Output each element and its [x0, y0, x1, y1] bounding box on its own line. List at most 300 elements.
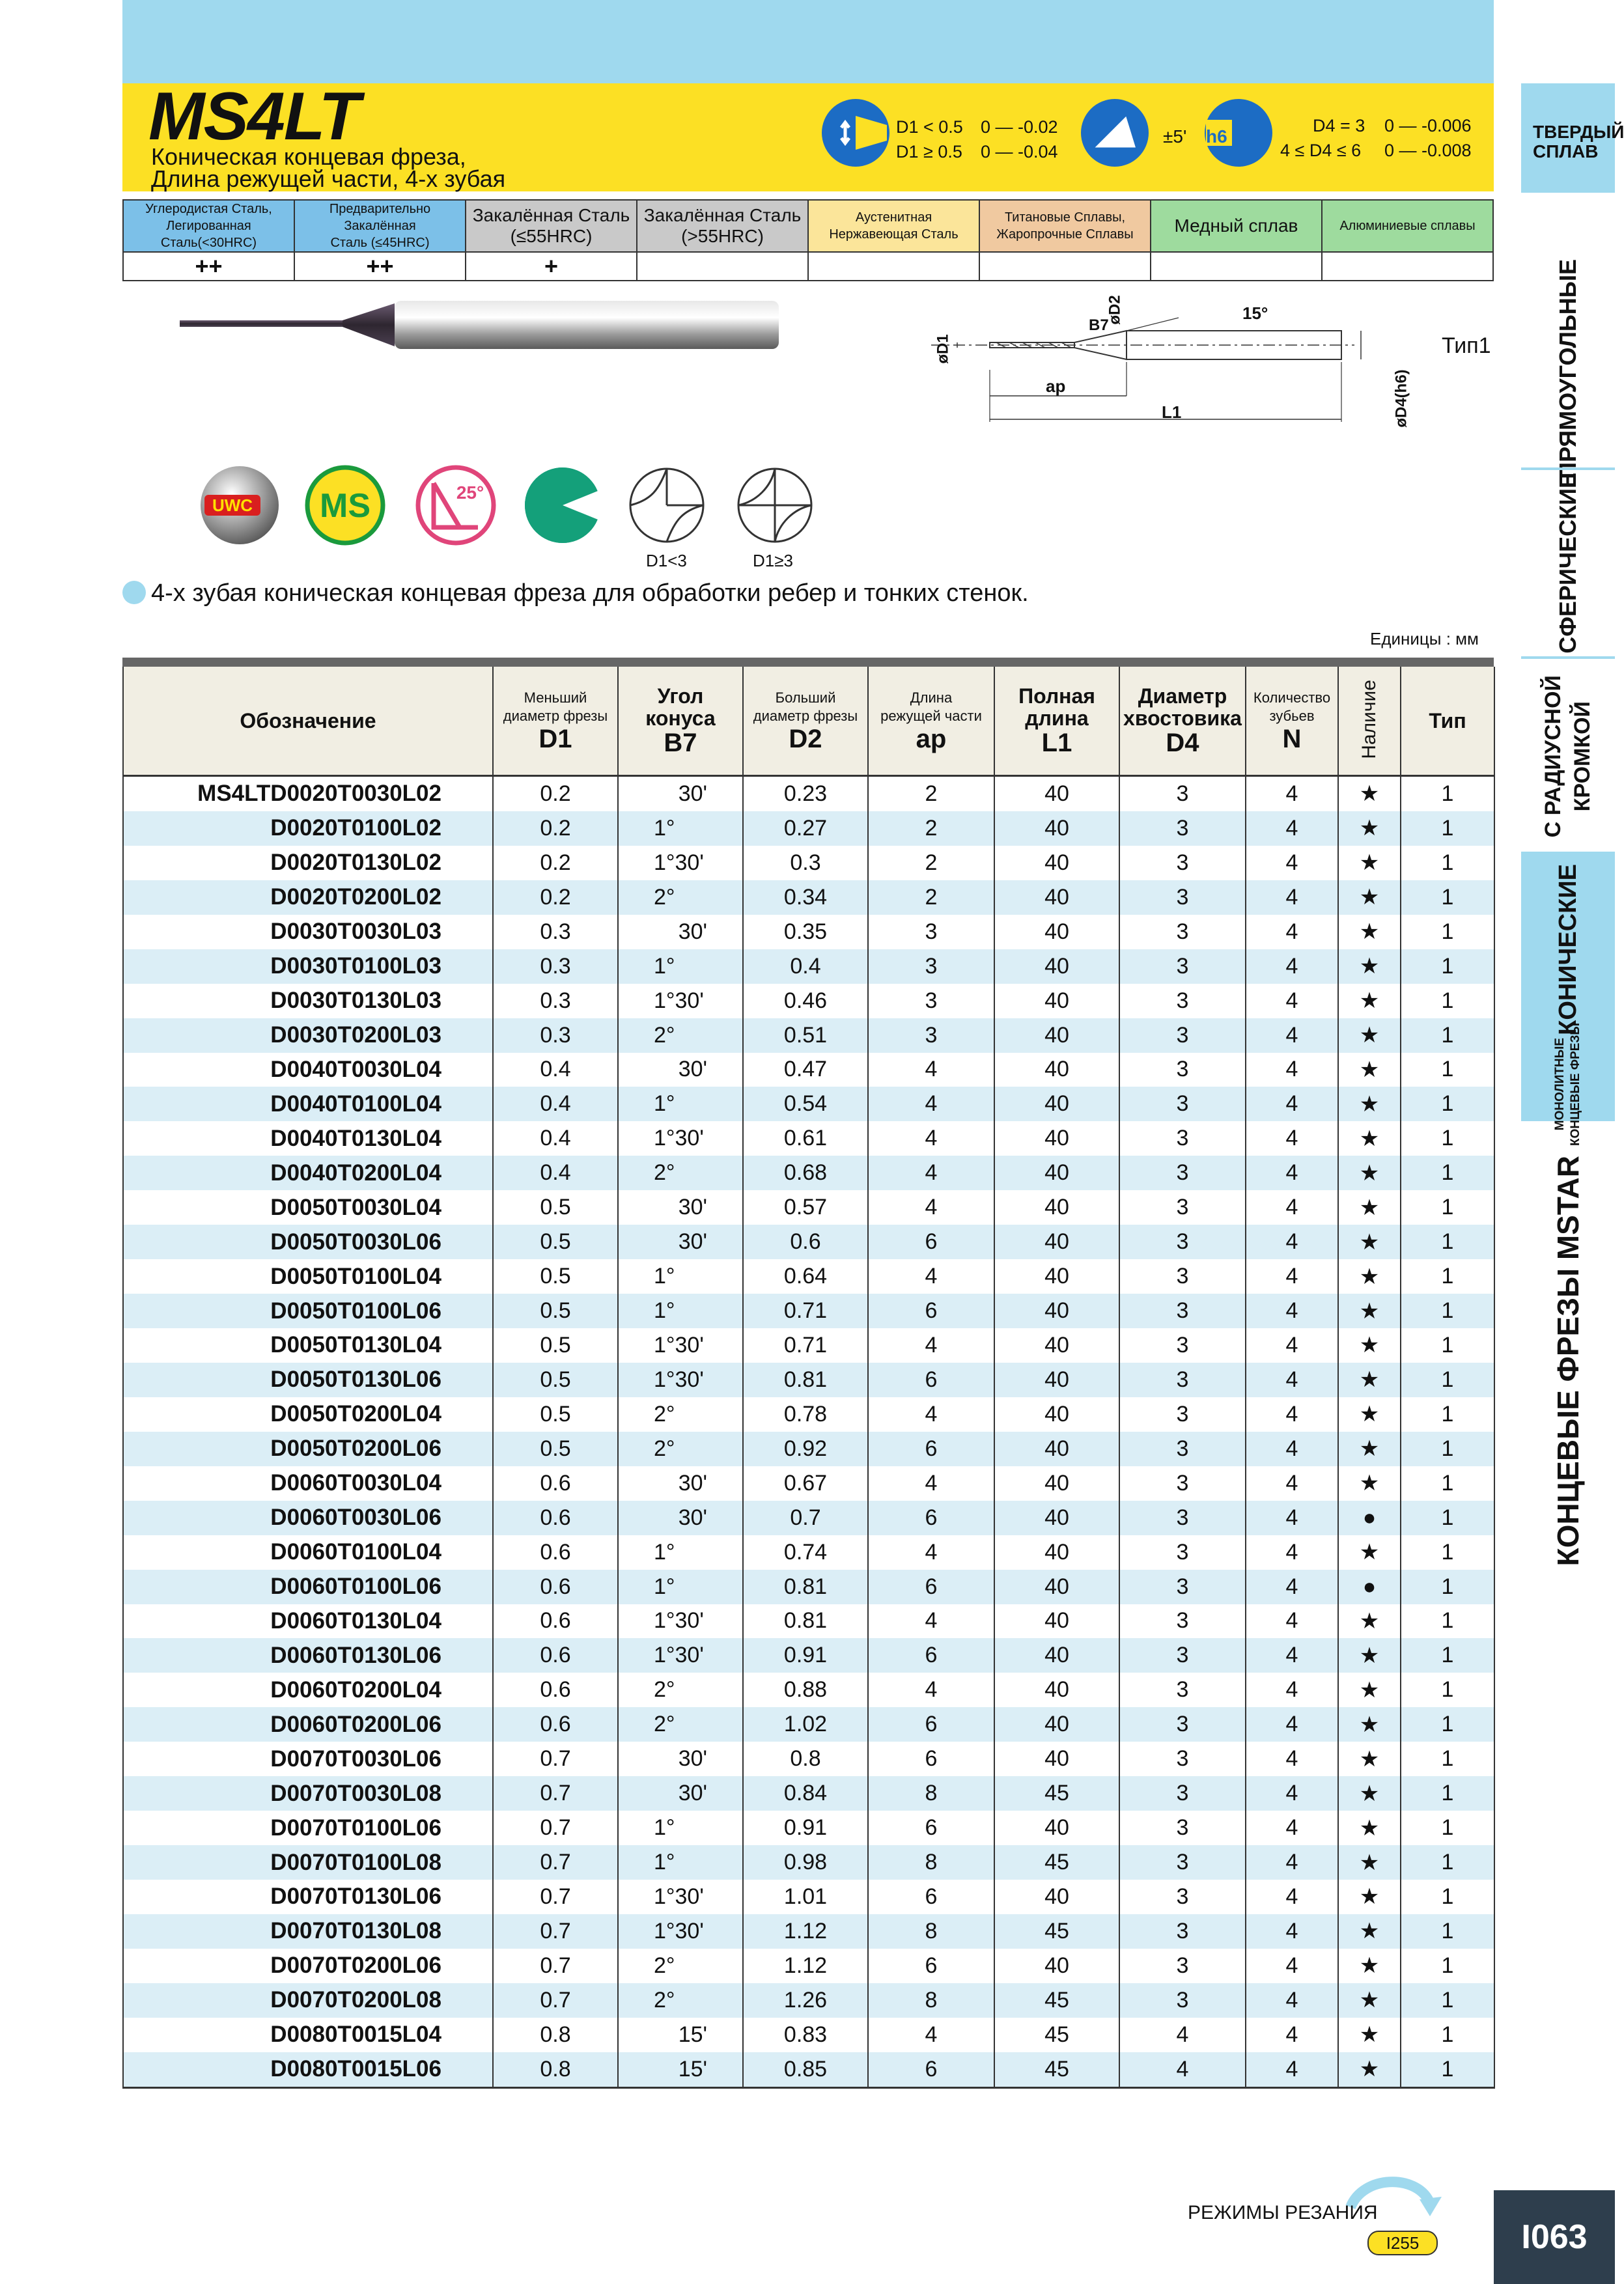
- cell-d1: 0.8: [493, 2018, 618, 2052]
- cell-ap: 6: [868, 1742, 994, 1776]
- cell-availability: ★: [1338, 1053, 1401, 1087]
- cell-n: 4: [1246, 1190, 1338, 1225]
- cell-n: 4: [1246, 2018, 1338, 2052]
- drawing-d1: øD1: [934, 334, 952, 364]
- cell-l1: 40: [994, 1811, 1119, 1845]
- cell-designation: D0040T0030L04: [123, 1053, 493, 1087]
- cell-d4: 3: [1119, 1432, 1246, 1466]
- cell-l1: 45: [994, 1914, 1119, 1949]
- cell-b7: 30': [618, 1225, 743, 1259]
- cell-d2: 0.78: [743, 1397, 868, 1432]
- tab-square[interactable]: [1521, 259, 1615, 479]
- tol-d4-val-2: 0 — -0.008: [1384, 141, 1472, 160]
- cell-ap: 6: [868, 1707, 994, 1742]
- caption-d1-ge3: D1≥3: [753, 551, 793, 570]
- cell-d4: 3: [1119, 1983, 1246, 2018]
- cell-d1: 0.5: [493, 1190, 618, 1225]
- material-header-7: [1322, 200, 1493, 252]
- table-row: [123, 2018, 1494, 2052]
- cell-availability: ★: [1338, 1259, 1401, 1294]
- cell-availability: ★: [1338, 880, 1401, 915]
- cell-b7: 30': [618, 1501, 743, 1535]
- table-row: [123, 915, 1494, 949]
- cell-b7: 2°: [618, 1983, 743, 2018]
- drawing-angle: 15°: [1242, 303, 1268, 323]
- cell-l1: 40: [994, 1949, 1119, 1983]
- cell-l1: 40: [994, 1294, 1119, 1328]
- header-b7: Угол конуса B7: [618, 667, 743, 776]
- table-row: [123, 1156, 1494, 1190]
- cell-designation: D0050T0200L04: [123, 1397, 493, 1432]
- cell-d1: 0.4: [493, 1156, 618, 1190]
- cell-d2: 0.6: [743, 1225, 868, 1259]
- cell-designation: D0070T0100L08: [123, 1845, 493, 1880]
- cell-designation: D0050T0130L06: [123, 1363, 493, 1397]
- cell-designation: D0030T0100L03: [123, 949, 493, 984]
- table-row: [123, 1501, 1494, 1535]
- cell-l1: 40: [994, 1707, 1119, 1742]
- material-rating-row: [123, 252, 1493, 281]
- table-row: [123, 1707, 1494, 1742]
- cell-designation: D0070T0030L08: [123, 1776, 493, 1811]
- cell-l1: 40: [994, 1673, 1119, 1707]
- cell-d4: 3: [1119, 1776, 1246, 1811]
- cell-ap: 2: [868, 811, 994, 846]
- header-designation: Обозначение: [123, 667, 493, 776]
- cell-designation: D0050T0100L04: [123, 1259, 493, 1294]
- cell-d2: 0.61: [743, 1121, 868, 1156]
- cell-ap: 2: [868, 880, 994, 915]
- cell-d1: 0.4: [493, 1087, 618, 1121]
- cell-type: 1: [1401, 2052, 1494, 2087]
- material-rating-6: [1151, 252, 1322, 281]
- cell-d1: 0.7: [493, 1811, 618, 1845]
- tab-corner-radius-label-1: С РАДИУСНОЙ: [1541, 675, 1565, 838]
- cell-availability: ★: [1338, 1466, 1401, 1501]
- cell-d1: 0.6: [493, 1638, 618, 1673]
- helix-label: 25°: [456, 482, 484, 503]
- cutting-conditions-label: РЕЖИМЫ РЕЗАНИЯ: [1188, 2202, 1378, 2223]
- cell-availability: ★: [1338, 1811, 1401, 1845]
- cell-d4: 3: [1119, 1742, 1246, 1776]
- uwc-coating-icon: [198, 464, 281, 547]
- cell-d2: 1.12: [743, 1949, 868, 1983]
- table-header-row: [123, 667, 1494, 776]
- table-row: [123, 846, 1494, 880]
- material-header-1: [294, 200, 466, 252]
- cell-n: 4: [1246, 1914, 1338, 1949]
- cell-d4: 3: [1119, 949, 1246, 984]
- cell-ap: 6: [868, 1432, 994, 1466]
- cell-d2: 0.3: [743, 846, 868, 880]
- cell-l1: 40: [994, 1087, 1119, 1121]
- cell-d1: 0.7: [493, 1776, 618, 1811]
- cell-d2: 1.26: [743, 1983, 868, 2018]
- cell-ap: 4: [868, 1259, 994, 1294]
- cell-designation: D0060T0130L06: [123, 1638, 493, 1673]
- material-rating-7: [1322, 252, 1493, 281]
- cell-d2: 0.81: [743, 1570, 868, 1604]
- description-bullet: [122, 581, 146, 604]
- tol-d4-cond-1: D4 = 3: [1313, 116, 1365, 135]
- cell-type: 1: [1401, 1914, 1494, 1949]
- cell-availability: ★: [1338, 915, 1401, 949]
- cell-d2: 0.88: [743, 1673, 868, 1707]
- cell-ap: 2: [868, 846, 994, 880]
- cell-designation: D0060T0100L04: [123, 1535, 493, 1570]
- tol-d1-cond-1: D1 < 0.5: [896, 117, 963, 137]
- flute-section-large-icon: [733, 464, 817, 547]
- cell-availability: ★: [1338, 1363, 1401, 1397]
- cell-d1: 0.7: [493, 1983, 618, 2018]
- header-d1: Меньший диаметр фрезы D1: [493, 667, 618, 776]
- cell-availability: ★: [1338, 1087, 1401, 1121]
- uwc-label: UWC: [212, 495, 253, 515]
- cell-d4: 3: [1119, 1053, 1246, 1087]
- cell-l1: 40: [994, 915, 1119, 949]
- table-row: [123, 1570, 1494, 1604]
- cell-n: 4: [1246, 1983, 1338, 2018]
- cell-d2: 0.92: [743, 1432, 868, 1466]
- material-rating-1: ++: [294, 252, 466, 281]
- cell-designation: D0030T0030L03: [123, 915, 493, 949]
- cell-designation: D0070T0200L08: [123, 1983, 493, 2018]
- tool-photo: [180, 298, 792, 350]
- cell-d2: 0.27: [743, 811, 868, 846]
- cell-d4: 3: [1119, 1225, 1246, 1259]
- cell-n: 4: [1246, 1707, 1338, 1742]
- cell-b7: 1°: [618, 1845, 743, 1880]
- cell-ap: 4: [868, 1328, 994, 1363]
- cell-type: 1: [1401, 1087, 1494, 1121]
- cell-d1: 0.8: [493, 2052, 618, 2087]
- cell-type: 1: [1401, 1053, 1494, 1087]
- cell-b7: 1°30': [618, 1328, 743, 1363]
- cell-l1: 40: [994, 984, 1119, 1018]
- cell-n: 4: [1246, 1949, 1338, 1983]
- cell-type: 1: [1401, 1190, 1494, 1225]
- cell-d2: 0.64: [743, 1259, 868, 1294]
- cell-l1: 40: [994, 1570, 1119, 1604]
- cell-availability: ★: [1338, 984, 1401, 1018]
- table-row: [123, 1190, 1494, 1225]
- cell-d4: 4: [1119, 2018, 1246, 2052]
- cell-l1: 40: [994, 1466, 1119, 1501]
- material-name-line2: Нержавеющая Сталь: [829, 227, 959, 242]
- cell-l1: 40: [994, 1604, 1119, 1639]
- cell-designation: D0050T0030L04: [123, 1190, 493, 1225]
- material-header-3: [637, 200, 808, 252]
- table-row: [123, 1880, 1494, 1914]
- cell-ap: 6: [868, 1638, 994, 1673]
- cell-designation: D0060T0200L06: [123, 1707, 493, 1742]
- table-row: [123, 1363, 1494, 1397]
- cell-type: 1: [1401, 1570, 1494, 1604]
- table-row: [123, 1087, 1494, 1121]
- cell-availability: ★: [1338, 1397, 1401, 1432]
- cell-d1: 0.5: [493, 1363, 618, 1397]
- cell-type: 1: [1401, 1776, 1494, 1811]
- cell-designation: D0060T0100L06: [123, 1570, 493, 1604]
- cell-b7: 2°: [618, 1156, 743, 1190]
- cell-ap: 4: [868, 1190, 994, 1225]
- cell-d4: 3: [1119, 1294, 1246, 1328]
- material-header-4: [808, 200, 979, 252]
- cell-b7: 2°: [618, 1949, 743, 1983]
- cell-d1: 0.7: [493, 1742, 618, 1776]
- cell-availability: ★: [1338, 1225, 1401, 1259]
- header-ap: Длина режущей части ap: [868, 667, 994, 776]
- cell-l1: 40: [994, 1053, 1119, 1087]
- cell-d2: 0.91: [743, 1638, 868, 1673]
- cell-type: 1: [1401, 1363, 1494, 1397]
- drawing-l1: L1: [1162, 402, 1182, 422]
- cell-d2: 0.71: [743, 1294, 868, 1328]
- cell-d4: 3: [1119, 1914, 1246, 1949]
- cell-availability: ★: [1338, 1914, 1401, 1949]
- cell-d1: 0.2: [493, 776, 618, 811]
- table-row: [123, 984, 1494, 1018]
- cell-b7: 15': [618, 2018, 743, 2052]
- cell-l1: 40: [994, 1363, 1119, 1397]
- table-row: [123, 1914, 1494, 1949]
- cell-d2: 0.85: [743, 2052, 868, 2087]
- cell-d4: 3: [1119, 915, 1246, 949]
- material-rating-4: [808, 252, 979, 281]
- header-l1: Полная длина L1: [994, 667, 1119, 776]
- table-row: [123, 1776, 1494, 1811]
- helix-angle-icon: [414, 464, 497, 547]
- cell-n: 4: [1246, 1053, 1338, 1087]
- cell-b7: 1°: [618, 1811, 743, 1845]
- cell-availability: ★: [1338, 1845, 1401, 1880]
- cell-n: 4: [1246, 1776, 1338, 1811]
- cell-d2: 0.83: [743, 2018, 868, 2052]
- cell-d1: 0.5: [493, 1328, 618, 1363]
- table-row: [123, 776, 1494, 811]
- cell-d1: 0.7: [493, 1949, 618, 1983]
- material-name-line1: Медный сплав: [1174, 216, 1298, 236]
- cell-b7: 1°: [618, 1535, 743, 1570]
- cell-l1: 40: [994, 1880, 1119, 1914]
- cell-availability: ●: [1338, 1501, 1401, 1535]
- cell-n: 4: [1246, 1811, 1338, 1845]
- tab-corner-radius[interactable]: [1521, 656, 1615, 854]
- cell-availability: ★: [1338, 1983, 1401, 2018]
- cell-type: 1: [1401, 1018, 1494, 1053]
- cell-d4: 3: [1119, 1673, 1246, 1707]
- tab-ball[interactable]: [1521, 467, 1615, 656]
- cell-designation: D0030T0130L03: [123, 984, 493, 1018]
- cell-n: 4: [1246, 1535, 1338, 1570]
- table-row: [123, 1535, 1494, 1570]
- cell-availability: ★: [1338, 776, 1401, 811]
- cell-d1: 0.6: [493, 1570, 618, 1604]
- tab-solid-carbide[interactable]: [1521, 83, 1624, 193]
- cell-d2: 0.81: [743, 1604, 868, 1639]
- cell-ap: 3: [868, 915, 994, 949]
- cell-n: 4: [1246, 984, 1338, 1018]
- cell-ap: 6: [868, 1294, 994, 1328]
- cell-b7: 2°: [618, 1018, 743, 1053]
- cell-d4: 3: [1119, 1121, 1246, 1156]
- cell-l1: 45: [994, 1845, 1119, 1880]
- cell-type: 1: [1401, 1811, 1494, 1845]
- cell-d1: 0.2: [493, 880, 618, 915]
- material-header-row: [123, 200, 1493, 252]
- cell-availability: ★: [1338, 1776, 1401, 1811]
- cell-n: 4: [1246, 1363, 1338, 1397]
- cell-n: 4: [1246, 2052, 1338, 2087]
- cell-ap: 4: [868, 1466, 994, 1501]
- cell-d2: 0.91: [743, 1811, 868, 1845]
- cell-n: 4: [1246, 811, 1338, 846]
- table-row: [123, 1466, 1494, 1501]
- cell-d1: 0.6: [493, 1673, 618, 1707]
- table-row: [123, 1018, 1494, 1053]
- cell-designation: D0060T0030L06: [123, 1501, 493, 1535]
- cell-type: 1: [1401, 915, 1494, 949]
- cell-type: 1: [1401, 1294, 1494, 1328]
- cell-type: 1: [1401, 1949, 1494, 1983]
- material-name-line2: (>55HRC): [681, 226, 764, 246]
- table-row: [123, 1811, 1494, 1845]
- tol-d4-cond-2: 4 ≤ D4 ≤ 6: [1280, 141, 1362, 160]
- cell-ap: 2: [868, 776, 994, 811]
- cell-d4: 3: [1119, 1397, 1246, 1432]
- cell-d1: 0.6: [493, 1466, 618, 1501]
- cell-d1: 0.3: [493, 984, 618, 1018]
- cell-ap: 4: [868, 1087, 994, 1121]
- cell-ap: 6: [868, 1225, 994, 1259]
- cell-b7: 1°: [618, 949, 743, 984]
- cell-type: 1: [1401, 1259, 1494, 1294]
- cell-availability: ★: [1338, 1638, 1401, 1673]
- cell-d1: 0.6: [493, 1535, 618, 1570]
- cell-d4: 3: [1119, 1707, 1246, 1742]
- cell-b7: 2°: [618, 1397, 743, 1432]
- cell-availability: ★: [1338, 1121, 1401, 1156]
- cell-n: 4: [1246, 1121, 1338, 1156]
- cell-ap: 4: [868, 1673, 994, 1707]
- cell-d2: 0.35: [743, 915, 868, 949]
- cell-b7: 30': [618, 1053, 743, 1087]
- cell-designation: D0070T0130L08: [123, 1914, 493, 1949]
- cell-d2: 0.84: [743, 1776, 868, 1811]
- cell-d1: 0.2: [493, 846, 618, 880]
- header-d4: Диаметр хвостовика D4: [1119, 667, 1246, 776]
- cell-availability: ★: [1338, 1604, 1401, 1639]
- table-row: [123, 2052, 1494, 2087]
- cell-n: 4: [1246, 1570, 1338, 1604]
- table-row: [123, 1294, 1494, 1328]
- cell-b7: 1°: [618, 1570, 743, 1604]
- cell-d2: 1.02: [743, 1707, 868, 1742]
- cell-ap: 4: [868, 1604, 994, 1639]
- product-table-container: [122, 658, 1494, 2089]
- header-n: Количество зубьев N: [1246, 667, 1338, 776]
- cell-d4: 3: [1119, 1363, 1246, 1397]
- cell-l1: 40: [994, 1535, 1119, 1570]
- cell-d2: 0.47: [743, 1053, 868, 1087]
- cell-type: 1: [1401, 776, 1494, 811]
- cell-d1: 0.5: [493, 1397, 618, 1432]
- cell-d4: 4: [1119, 2052, 1246, 2087]
- cell-d4: 3: [1119, 1501, 1246, 1535]
- cell-d1: 0.5: [493, 1225, 618, 1259]
- table-row: [123, 1397, 1494, 1432]
- product-code: MS4LT: [148, 79, 359, 154]
- cell-type: 1: [1401, 1673, 1494, 1707]
- cell-availability: ★: [1338, 949, 1401, 984]
- cell-d4: 3: [1119, 1880, 1246, 1914]
- drawing-ap: ap: [1046, 376, 1066, 396]
- cell-b7: 1°30': [618, 1914, 743, 1949]
- cell-d2: 0.23: [743, 776, 868, 811]
- cell-d4: 3: [1119, 1018, 1246, 1053]
- cell-ap: 8: [868, 1914, 994, 1949]
- cell-availability: ★: [1338, 1432, 1401, 1466]
- table-row: [123, 880, 1494, 915]
- cell-n: 4: [1246, 1673, 1338, 1707]
- cell-d2: 0.54: [743, 1087, 868, 1121]
- cell-type: 1: [1401, 949, 1494, 984]
- cell-d4: 3: [1119, 1328, 1246, 1363]
- cell-b7: 1°30': [618, 1121, 743, 1156]
- material-rating-2: +: [466, 252, 637, 281]
- cell-b7: 1°30': [618, 984, 743, 1018]
- cell-b7: 30': [618, 915, 743, 949]
- tab-square-label: ПРЯМОУГОЛЬНЫЕ: [1554, 259, 1581, 479]
- material-rating-5: [979, 252, 1151, 281]
- cell-ap: 4: [868, 1156, 994, 1190]
- cell-availability: ★: [1338, 1535, 1401, 1570]
- diameter-tolerance-icon: [819, 96, 892, 169]
- cell-type: 1: [1401, 1121, 1494, 1156]
- cell-availability: ★: [1338, 1880, 1401, 1914]
- cell-n: 4: [1246, 915, 1338, 949]
- table-row: [123, 1121, 1494, 1156]
- cell-availability: ●: [1338, 1570, 1401, 1604]
- cell-b7: 2°: [618, 1707, 743, 1742]
- cell-n: 4: [1246, 1259, 1338, 1294]
- cell-d2: 0.71: [743, 1328, 868, 1363]
- table-row: [123, 949, 1494, 984]
- cell-n: 4: [1246, 1432, 1338, 1466]
- cell-availability: ★: [1338, 1673, 1401, 1707]
- cell-n: 4: [1246, 1225, 1338, 1259]
- cell-d4: 3: [1119, 1087, 1246, 1121]
- cell-d1: 0.4: [493, 1053, 618, 1087]
- cell-availability: ★: [1338, 2052, 1401, 2087]
- cell-availability: ★: [1338, 1949, 1401, 1983]
- cell-type: 1: [1401, 1397, 1494, 1432]
- cell-ap: 3: [868, 949, 994, 984]
- table-row: [123, 1225, 1494, 1259]
- cell-d4: 3: [1119, 1811, 1246, 1845]
- cell-availability: ★: [1338, 1156, 1401, 1190]
- cell-designation: D0070T0100L06: [123, 1811, 493, 1845]
- cutting-conditions-ref[interactable]: I255: [1367, 2231, 1438, 2255]
- material-header-6: [1151, 200, 1322, 252]
- cell-l1: 45: [994, 2052, 1119, 2087]
- cell-availability: ★: [1338, 2018, 1401, 2052]
- cell-availability: ★: [1338, 1190, 1401, 1225]
- cell-type: 1: [1401, 1845, 1494, 1880]
- tab-taper[interactable]: [1521, 852, 1615, 1047]
- cell-d2: 0.81: [743, 1363, 868, 1397]
- tab-corner-radius-label-2: КРОМКОЙ: [1570, 701, 1595, 812]
